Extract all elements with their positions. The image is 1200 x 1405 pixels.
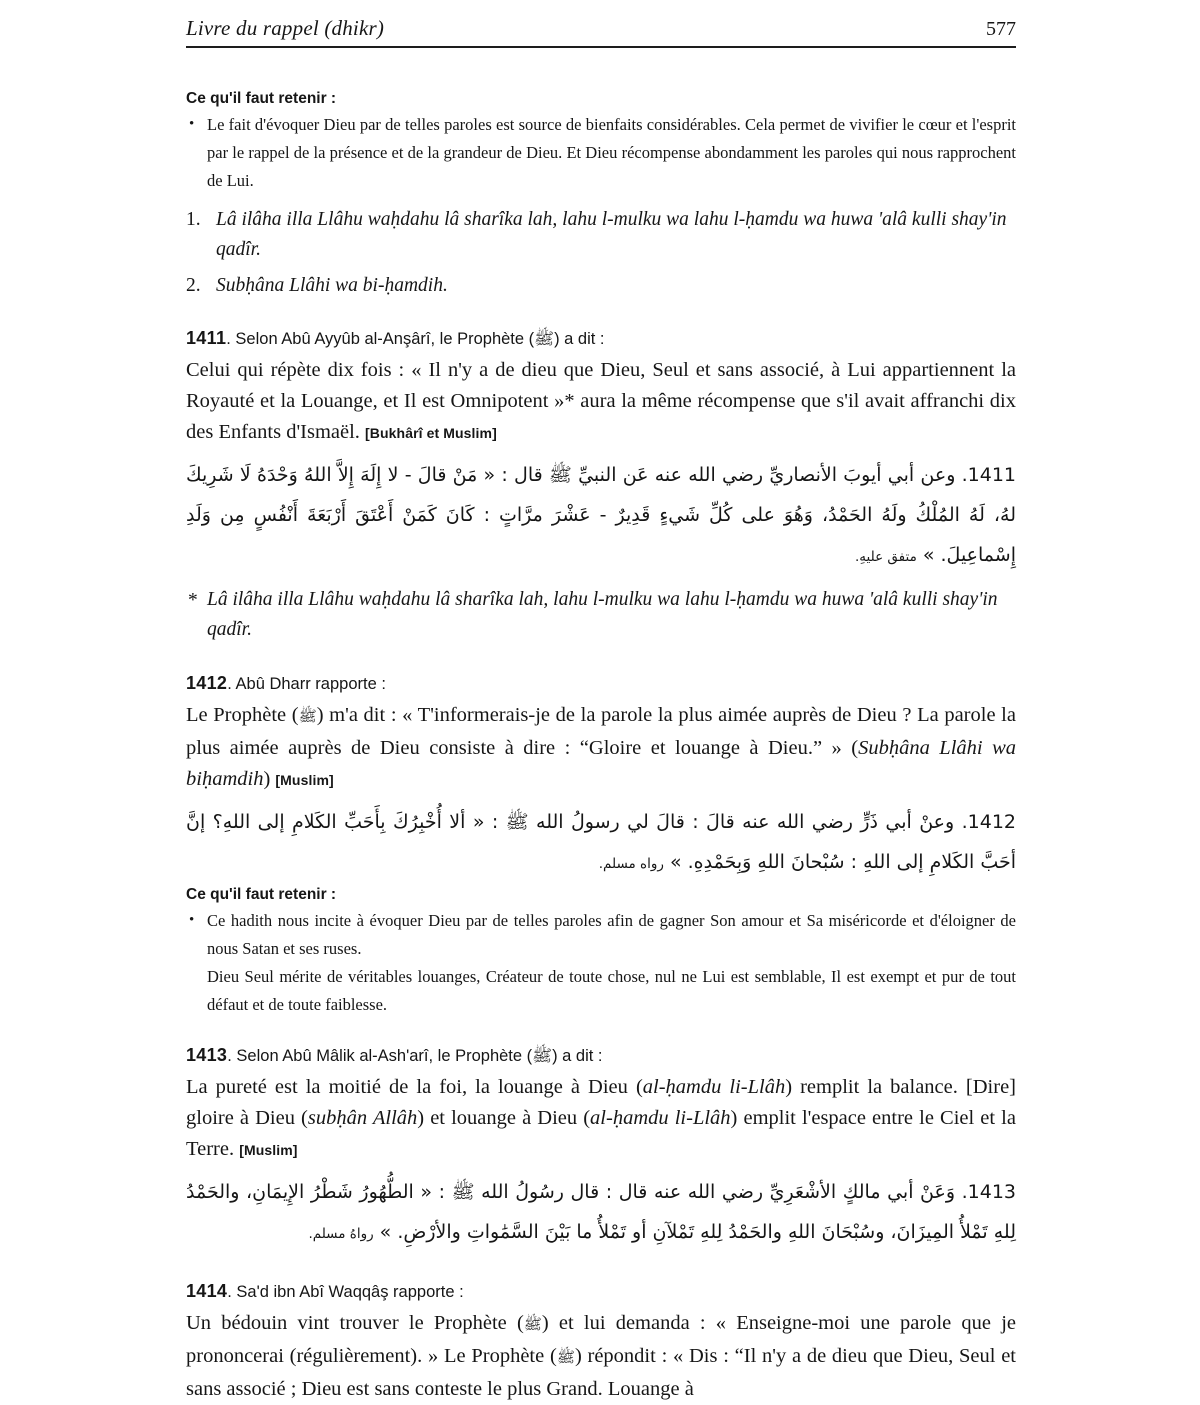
hadith-translation: Celui qui répète dix fois : « Il n'y a de dieu que Dieu, Seul et sans associé, à Lui appartiennent la Royauté et la Louange, et Il est Omnipotent »* aura la même récompense que s'il avait affranchi dix des Enfants d'Ismaël. [Bukhârî et Muslim] xyxy=(186,359,1016,443)
hadith-1411 xyxy=(186,327,1016,645)
arabic-text: 1411. وعن أبي أيوبَ الأنصاريِّ رضي الله عنه عَن النبيِّ ﷺ قال : « مَنْ قالَ - لا إِلَهَ إِلاَّ اللهُ وَحْدَهُ لَا شَرِيكَ لهُ، لَهُ المُلْكُ ولَهُ الحَمْدُ، وَهُوَ على كُلِّ شَيءٍ قَدِيرٌ - عَشْرَ مرَّاتٍ : كَانَ كَمَنْ أَعْتَقَ أَرْبَعَةَ أَنْفُسٍ مِن وَلَدِ إِسْماعِيلَ. » xyxy=(186,464,1016,566)
hadith-number: 1412 xyxy=(186,673,228,693)
hadith-number: 1413 xyxy=(186,1045,228,1065)
retenir-bullet-item xyxy=(186,111,1016,195)
retenir-continuation: Dieu Seul mérite de véritables louanges, Créateur de toute chose, nul ne Lui est semblable, Il est exempt et pur de tout défaut et de toute faiblesse. xyxy=(207,967,1016,1014)
hadith-number: 1414 xyxy=(186,1281,228,1301)
footnote-text: Lâ ilâha illa Llâhu waḥdahu lâ sharîka lah, lahu l-mulku wa lahu l-ḥamdu wa huwa 'alâ kulli shay'in qadîr. xyxy=(207,589,998,640)
retenir-text: Ce hadith nous incite à évoquer Dieu par de telles paroles afin de gagner Son amour et Sa miséricorde et d'éloigner de nous Satan et ses ruses. xyxy=(207,911,1016,958)
invocation-item-2 xyxy=(186,271,1016,301)
header-rule xyxy=(186,46,1016,48)
hadith-intro: . Selon Abû Ayyûb al-Anşârî, le Prophète (ﷺ) a dit : xyxy=(226,330,605,348)
hadith-heading xyxy=(186,1280,1016,1303)
invocation-item-1 xyxy=(186,205,1016,265)
bullet-icon: • xyxy=(189,912,195,928)
hadith-intro: . Sa'd ibn Abî Waqqâş rapporte : xyxy=(227,1283,464,1301)
footnote xyxy=(186,585,1016,645)
invocation-text: Subḥâna Llâhi wa bi-ḥamdih. xyxy=(216,275,448,296)
hadith-translation: Le Prophète (ﷺ) m'a dit : « T'informerais-je de la parole la plus aimée auprès de Dieu ? La parole la plus aimée auprès de Dieu consiste à dire : “Gloire et louange à Dieu.” » (Subḥâna Llâhi wa biḥamdih) [Muslim] xyxy=(186,704,1016,790)
hadith-translation: La pureté est la moitié de la foi, la louange à Dieu (al-ḥamdu li-Llâh) remplit la balance. [Dire] gloire à Dieu (subḥân Allâh) et louange à Dieu (al-ḥamdu li-Llâh) emplit l'espace entre le Ciel et la Terre. [Muslim] xyxy=(186,1076,1017,1160)
chapter-title: Livre du rappel (dhikr) xyxy=(186,16,385,40)
arabic-text: 1413. وَعَنْ أبي مالكٍ الأشْعَرِيِّ رضي الله عنه قال : قال رسُولُ الله ﷺ : « الطُّهُورُ شَطْرُ الإِيمَانِ، والحَمْدُ لِلهِ تَمْلأُ المِيزَانَ، وسُبْحَانَ اللهِ والحَمْدُ لِلهِ تَمْلآنِ أو تَمْلأُ ما بَيْنَ السَّمَٰواتِ والأرْضِ. » xyxy=(186,1181,1016,1243)
hadith-arabic xyxy=(186,455,1016,577)
invocation-list xyxy=(186,205,1016,301)
invocation-number: 2. xyxy=(186,275,201,296)
hadith-1414 xyxy=(186,1280,1016,1405)
arabic-source: رواه مسلم. xyxy=(598,856,664,872)
hadith-intro: . Selon Abû Mâlik al-Ash'arî, le Prophète (ﷺ) a dit : xyxy=(227,1047,603,1065)
invocation-number: 1. xyxy=(186,209,201,230)
hadith-heading xyxy=(186,672,1016,695)
retenir-section-2 xyxy=(186,886,1016,1019)
hadith-arabic xyxy=(186,802,1016,884)
arabic-source: رواهُ مسلم. xyxy=(308,1226,374,1242)
hadith-number: 1411 xyxy=(186,328,227,348)
hadith-translation: Un bédouin vint trouver le Prophète (ﷺ) et lui demanda : « Enseigne-moi une parole que je prononcerai (régulièrement). » Le Prophète (ﷺ) répondit : « Dis : “Il n'y a de dieu que Dieu, Seul et sans associé ; Dieu est sans conteste le plus Grand. Louange à xyxy=(186,1312,1017,1400)
retenir-bullet-item xyxy=(186,907,1016,963)
hadith-1412 xyxy=(186,672,1016,884)
invocation-text: Lâ ilâha illa Llâhu waḥdahu lâ sharîka lah, lahu l-mulku wa lahu l-ḥamdu wa huwa 'alâ kulli shay'in qadîr. xyxy=(216,209,1007,260)
retenir-section-1 xyxy=(186,90,1016,195)
hadith-intro: . Abû Dharr rapporte : xyxy=(227,675,386,693)
hadith-arabic xyxy=(186,1172,1016,1254)
page-header xyxy=(186,0,1016,41)
retenir-label: Ce qu'il faut retenir : xyxy=(186,886,337,903)
retenir-text: Le fait d'évoquer Dieu par de telles paroles est source de bienfaits considérables. Cela permet de vivifier le cœur et l'esprit par le rappel de la présence et de la grandeur de Dieu. Et Dieu récompense abondamment les paroles qui nous rapprochent de Lui. xyxy=(207,115,1016,190)
page-number: 577 xyxy=(986,18,1016,40)
bullet-icon: • xyxy=(189,116,195,132)
asterisk-marker: * xyxy=(188,590,198,611)
hadith-heading xyxy=(186,1044,1016,1067)
arabic-source: متفق عليهِ. xyxy=(855,549,917,565)
hadith-1413 xyxy=(186,1044,1016,1254)
arabic-text: 1412. وعنْ أبي ذَرٍّ رضي الله عنه قالَ : قالَ لي رسولُ الله ﷺ : « ألا أُخْبِرُكَ بِأَحَبِّ الكَلامِ إلى اللهِ؟ إنَّ أحَبَّ الكَلامِ إلى اللهِ : سُبْحانَ اللهِ وَبِحَمْدِهِ. » xyxy=(186,811,1016,873)
hadith-heading xyxy=(186,327,1016,350)
retenir-label: Ce qu'il faut retenir : xyxy=(186,90,337,107)
